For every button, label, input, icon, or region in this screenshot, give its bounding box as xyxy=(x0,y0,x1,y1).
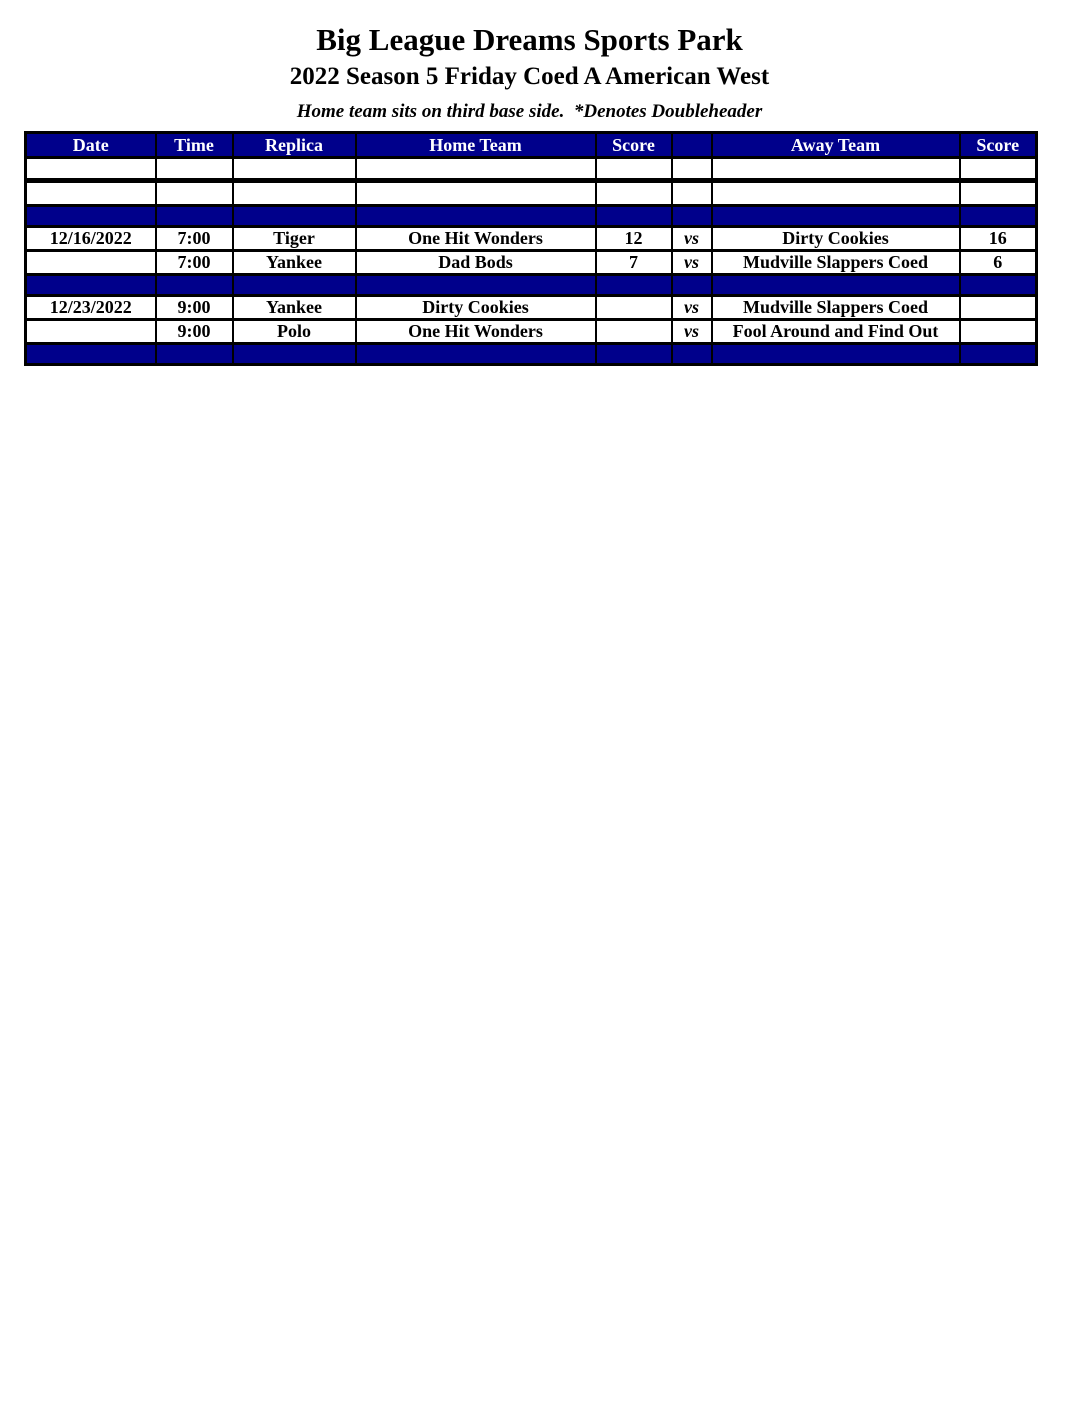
time-cell: 9:00 xyxy=(156,296,233,320)
separator-cell xyxy=(26,344,156,365)
separator-cell xyxy=(356,344,596,365)
replica-cell: Tiger xyxy=(233,227,356,251)
col-header-vs xyxy=(672,133,712,158)
page-title: Big League Dreams Sports Park xyxy=(316,22,743,57)
empty-cell xyxy=(596,181,672,206)
separator-cell xyxy=(712,344,960,365)
separator-cell xyxy=(960,206,1037,227)
col-header-away-team: Away Team xyxy=(712,133,960,158)
empty-cell xyxy=(712,181,960,206)
vs-cell: vs xyxy=(672,251,712,275)
separator-cell xyxy=(672,344,712,365)
col-header-time: Time xyxy=(156,133,233,158)
date-cell xyxy=(26,251,156,275)
col-header-replica: Replica xyxy=(233,133,356,158)
time-cell: 7:00 xyxy=(156,227,233,251)
separator-cell xyxy=(596,206,672,227)
separator-cell xyxy=(960,344,1037,365)
away-score-cell xyxy=(960,296,1037,320)
time-cell: 9:00 xyxy=(156,320,233,344)
header-row xyxy=(26,133,1037,158)
separator-cell xyxy=(156,275,233,296)
separator-cell xyxy=(156,344,233,365)
empty-cell xyxy=(672,181,712,206)
game-row xyxy=(26,251,1037,275)
schedule-table xyxy=(24,131,1038,366)
game-row xyxy=(26,227,1037,251)
page-subtitle: 2022 Season 5 Friday Coed A American West xyxy=(289,63,770,90)
empty-cell xyxy=(712,158,960,181)
separator-cell xyxy=(672,275,712,296)
home-score-cell: 7 xyxy=(596,251,672,275)
col-header-date: Date xyxy=(26,133,156,158)
col-header-home-score: Score xyxy=(596,133,672,158)
empty-cell xyxy=(960,181,1037,206)
separator-cell xyxy=(356,206,596,227)
separator-cell xyxy=(26,206,156,227)
empty-cell xyxy=(596,158,672,181)
separator-cell xyxy=(356,275,596,296)
separator-cell xyxy=(233,275,356,296)
replica-cell: Polo xyxy=(233,320,356,344)
separator-cell xyxy=(712,275,960,296)
away-team-cell: Mudville Slappers Coed xyxy=(712,251,960,275)
separator-cell xyxy=(26,275,156,296)
separator-cell xyxy=(960,275,1037,296)
empty-cell xyxy=(960,158,1037,181)
home-team-cell: One Hit Wonders xyxy=(356,320,596,344)
away-team-cell: Fool Around and Find Out xyxy=(712,320,960,344)
separator-cell xyxy=(672,206,712,227)
schedule-content xyxy=(24,0,1035,366)
empty-cell xyxy=(26,158,156,181)
empty-cell xyxy=(26,181,156,206)
home-team-cell: Dirty Cookies xyxy=(356,296,596,320)
separator-cell xyxy=(233,206,356,227)
home-score-cell xyxy=(596,320,672,344)
date-cell: 12/23/2022 xyxy=(26,296,156,320)
replica-cell: Yankee xyxy=(233,251,356,275)
separator-cell xyxy=(596,275,672,296)
vs-cell: vs xyxy=(672,227,712,251)
separator-row xyxy=(26,344,1037,365)
home-score-cell xyxy=(596,296,672,320)
separator-row xyxy=(26,206,1037,227)
home-score-cell: 12 xyxy=(596,227,672,251)
home-team-note: Home team sits on third base side. *Denotes Doubleheader xyxy=(296,101,763,122)
empty-row xyxy=(26,181,1037,206)
empty-cell xyxy=(156,181,233,206)
home-team-cell: One Hit Wonders xyxy=(356,227,596,251)
empty-cell xyxy=(233,158,356,181)
away-score-cell: 6 xyxy=(960,251,1037,275)
empty-row xyxy=(26,158,1037,181)
time-cell: 7:00 xyxy=(156,251,233,275)
empty-cell xyxy=(233,181,356,206)
away-team-cell: Dirty Cookies xyxy=(712,227,960,251)
vs-cell: vs xyxy=(672,320,712,344)
date-cell xyxy=(26,320,156,344)
replica-cell: Yankee xyxy=(233,296,356,320)
empty-cell xyxy=(672,158,712,181)
game-row xyxy=(26,296,1037,320)
separator-cell xyxy=(233,344,356,365)
date-cell: 12/16/2022 xyxy=(26,227,156,251)
separator-cell xyxy=(596,344,672,365)
empty-cell xyxy=(156,158,233,181)
game-row xyxy=(26,320,1037,344)
away-score-cell xyxy=(960,320,1037,344)
vs-cell: vs xyxy=(672,296,712,320)
empty-cell xyxy=(356,181,596,206)
away-score-cell: 16 xyxy=(960,227,1037,251)
col-header-away-score: Score xyxy=(960,133,1037,158)
separator-cell xyxy=(712,206,960,227)
home-team-cell: Dad Bods xyxy=(356,251,596,275)
away-team-cell: Mudville Slappers Coed xyxy=(712,296,960,320)
separator-cell xyxy=(156,206,233,227)
separator-row xyxy=(26,275,1037,296)
col-header-home-team: Home Team xyxy=(356,133,596,158)
empty-cell xyxy=(356,158,596,181)
